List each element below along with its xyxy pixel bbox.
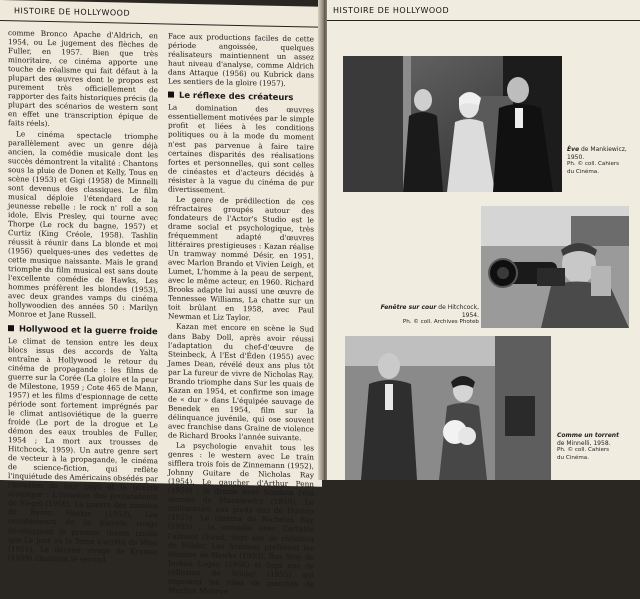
caption-title: Comme un torrent [557, 432, 619, 439]
photo-credit: Ph. © coll. Cahiers [567, 161, 620, 167]
caption-text: 1954. [461, 311, 479, 319]
caption-title: Ève [567, 146, 580, 153]
paragraph: Le genre de prédilection de ces réfractaires groupés autour des fondateurs de l'Actor's Studio est le drame social et psychologique, très fréquemment adapté d'œuvres littéraires prestigieuses : Kazan réalise Un tramway nommé Désir, en 1951, avec Marlon Brando et Vivien Leigh, et Lumet, L'homme à la peau de serpent, avec le même acteur, en 1960. Richard Brooks adapte lui aussi une œuvre de Tennessee Williams, La chatte sur un toit brûlant en 1958, avec Paul Newman et Liz Taylor. [168, 194, 314, 323]
caption-text: de Mankiewicz, [579, 146, 627, 153]
header-rule [0, 20, 318, 28]
paragraph: Le climat de tension entre les deux blocs issus des accords de Yalta entraîne à Hollywood le retour du cinéma de propagande : les films de guerre sur la Corée (La gloire et la peur de Milestone, 1959 ; Cote 465 de Mann, 1957) et les films d'espionnage de cette période sont fortement imprégnés par le climat antisoviétique de la guerre froide (Le port de la drogue et Le démon des eaux troubles de Fuller, 1954 ; La mort aux trousses de Hitchcock, 1959). Un autre genre sert de vecteur à la propagande, le cinéma de science-fiction, qui reflète l'inquiétude des Américains obsédés par l'invasion de leur pays et la guerre atomique : L'invasion des profanateurs de Siegel (1956), La guerre des mondes de Byron Haskin (1953), Les envahisseurs de la planète rouge développent le premier thème tandis que Le jour où la Terre s'arrêta de Wise (1951), Le dernier rivage de Kramer (1959) illustrent le second. [8, 335, 158, 564]
section-heading: Le réflexe des créateurs [168, 91, 314, 103]
paragraph: Kazan met encore en scène le Sud dans Baby Doll, après avoir réussi l'adaptation du chef-d'œuvre de Steinbeck, À l'Est d'Éden (1955) avec James Dean, révélé deux ans plus tôt par La fureur de vivre de Nicholas Ray. Brando triomphe dans Sur les quais de Kazan en 1954, et confirme son image de « dur » dans L'équipée sauvage de Benedek en 1954, film sur la délinquance juvénile, qui ose souvent avec franchise dans Graine de violence de Richard Brooks l'année suivante. [168, 322, 314, 443]
section-heading: Hollywood et la guerre froide [8, 324, 158, 336]
film-still-eve-image [343, 56, 562, 192]
caption-text: de Minnelli, 1958. [557, 439, 611, 447]
text-column-2 [168, 32, 314, 599]
film-still-some-came-running [345, 336, 551, 480]
film-still-eve [343, 56, 562, 192]
photo-caption [557, 432, 637, 462]
running-header: HISTOIRE DE HOLLYWOOD [14, 6, 131, 18]
caption-text: 1950. [567, 153, 585, 161]
paragraph: La psychologie envahit tous les genres : le western avec Le train sifflera trois fois de Zinnemann (1952), Johnny Guitare de Nicholas Ray (1954), Le gaucher d'Arthur Penn (1958) ; le drame avec Soudain l'été dernier de Mankiewicz (1959), Le milliardaire aux pieds nus de Huston (1955), Le cinéma de Nicholas Ray (1955) ; la comédie avec Certains l'aiment chaud, Sept ans de réflexion de Wilder, Les hommes préfèrent les blondes de Hawks (1953), Bus Stop de Joshua Logan (1956) et Sept ans de réflexion de Wilder (1955) qui imposent les rôles de marchés de Marilyn Monroe. [168, 440, 314, 596]
text-column-1 [8, 28, 158, 566]
caption-title: Fenêtre sur cour [380, 304, 437, 311]
caption-text: de Hitchcock, [436, 304, 479, 311]
square-bullet-icon [8, 325, 14, 331]
right-page [327, 0, 640, 480]
paragraph: Le cinéma spectacle triomphe parallèlement avec un genre déjà ancien, la comédie musicale dont les succès démontrent la vitalité : Chantons sous la pluie de Donen et Kelly, Tous en scène (1953) et Gigi (1958) de Minnelli sont devenus des classiques. Le film musical déploie l'étendard de la jeunesse rebelle : le rock n' roll a son idole, Elvis Presley, qui tourne avec Thorpe (Le rock du bagne, 1957) et Curtiz (King Créole, 1958). Tashlin réussit à réunir dans La blonde et moi (1956) quelques-unes des vedettes de cette musique naissante. Mais le grand triomphe du film musical est sans doute l'excellente comédie de Hawks, Les hommes préfèrent les blondes (1953), avec deux grandes vamps du cinéma hollywoodien des années 50 : Marilyn Monroe et Jane Russell. [8, 128, 158, 321]
paragraph: comme Bronco Apache d'Aldrich, en 1954, ou Le jugement des flèches de Fuller, en 1957. Bien que très minoritaire, ce cinéma apporte une touche de réalisme qui fait défaut à la plupart des œuvres dont le propos est purement très officiellement de rapporter des faits historiques précis (la plupart des scénarios de western sont en effet une transcription épique de faits réels). [8, 28, 158, 129]
running-header: HISTOIRE DE HOLLYWOOD [333, 6, 450, 15]
photo-credit: du Cinéma. [567, 168, 599, 175]
photo-caption [567, 146, 637, 176]
header-rule [327, 20, 640, 21]
photo-credit: Ph. © coll. Archives Photeb [402, 319, 479, 325]
photo-caption [339, 304, 479, 327]
film-still-some-came-running-image [345, 336, 551, 480]
film-still-rear-window-image [481, 206, 629, 328]
paragraph: Face aux productions faciles de cette période angoissée, quelques réalisateurs maintiennent un assez haut niveau d'analyse, comme Aldrich dans Attaque (1956) ou Kubrick dans Les sentiers de la gloire (1957). [168, 31, 314, 89]
film-still-rear-window [481, 206, 629, 328]
photo-credit: Ph. © coll. Cahiers [557, 447, 610, 453]
square-bullet-icon [168, 92, 174, 98]
photo-credit: du Cinéma. [557, 454, 589, 461]
paragraph: La domination des œuvres essentiellement motivées par le simple profit et liées à les conditions politiques ou à la mode du moment n'est pas parvenue à faire taire certaines disparités des réalisations fortes et personnelles, qui sont celles de cinéastes et d'acteurs décidés à résister à la vague du cinéma de pur divertissement. [168, 102, 314, 195]
